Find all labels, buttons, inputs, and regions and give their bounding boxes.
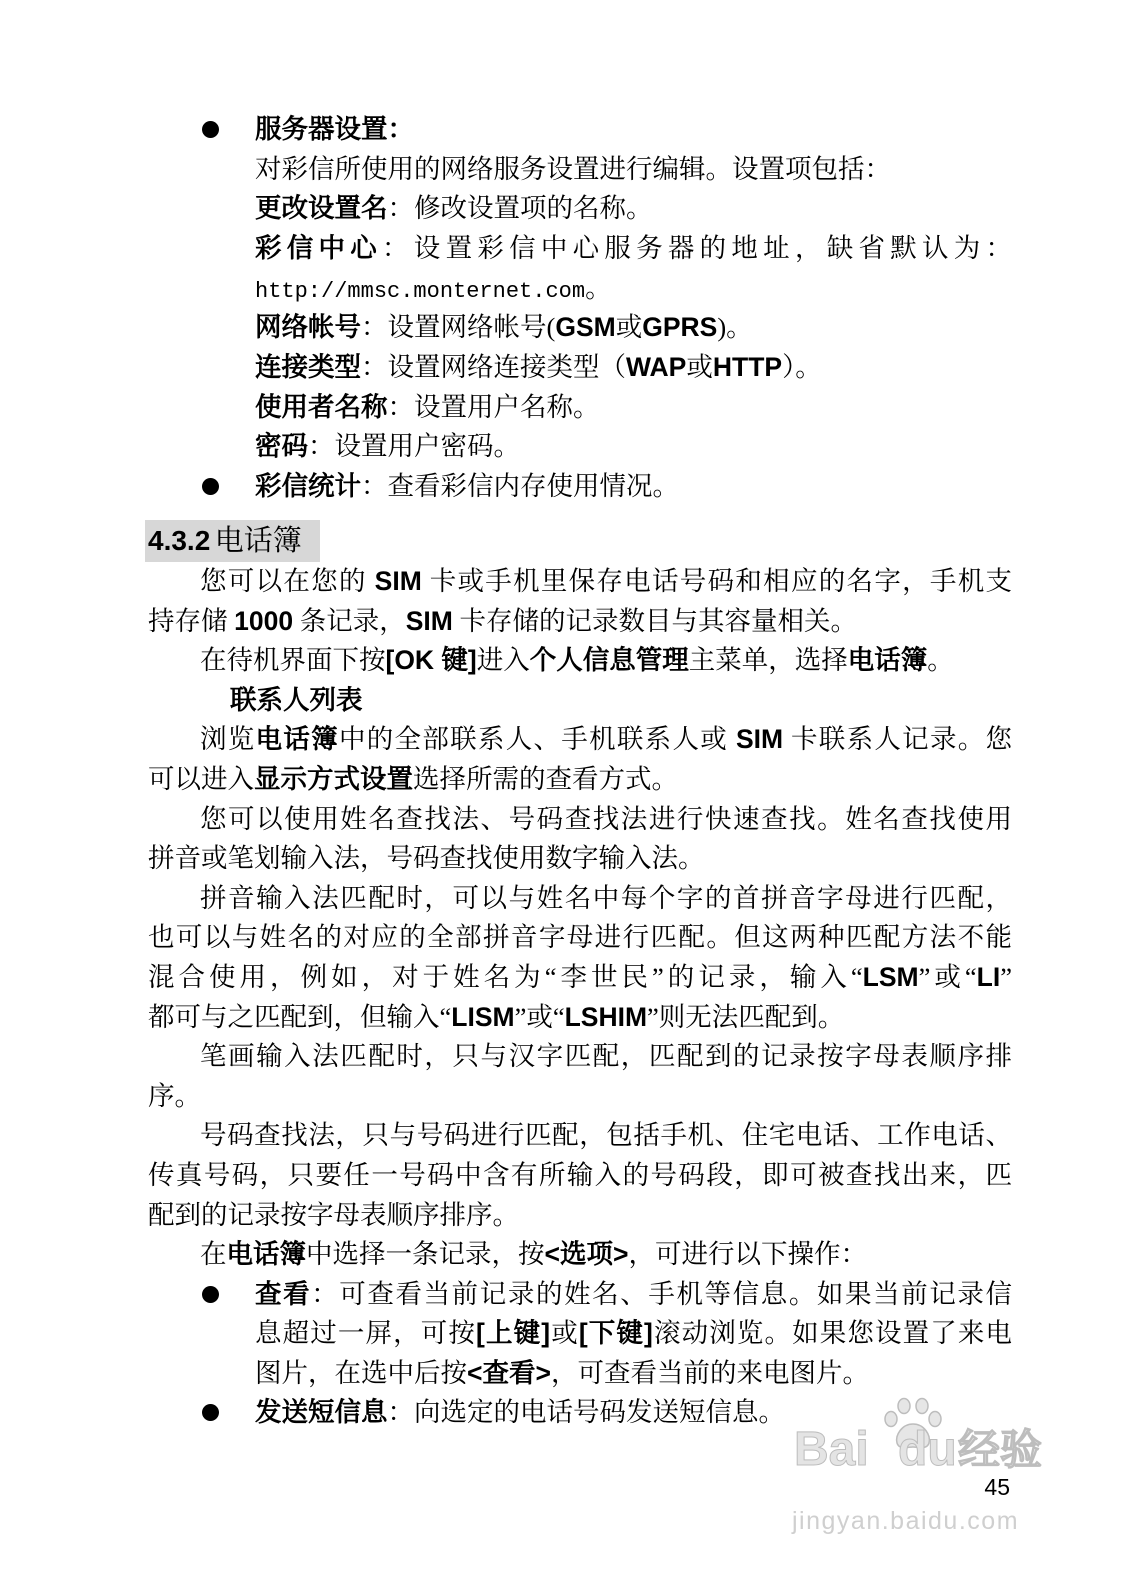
bold-text: 密码 [255,431,308,462]
text-line [148,110,1012,150]
text-line [148,348,1012,388]
bold-text: GSM [555,312,616,343]
paragraph [148,1116,1012,1235]
bold-text: 个人信息管理 [529,645,689,676]
text-line [148,150,1012,190]
mms-settings-list [148,110,1012,507]
bold-text: SIM [735,724,784,755]
bold-text: 彩信统计 [255,470,361,501]
bold-text: SIM [374,566,422,596]
bold-text: 使用者名称 [255,391,388,422]
bold-text: 查看 [255,1278,312,1309]
bold-text: 连接类型 [255,351,361,382]
text-run: 传真号码，只要任一号码中含有所输入的号码段，即可被查找出来，匹 [148,1159,1012,1190]
text-line [148,1156,1012,1196]
list-item [148,467,1012,507]
text-run: ）。 [782,351,822,382]
bold-text: [下键] [578,1318,653,1349]
watermark-logo-text: du [898,1423,957,1476]
text-line [148,602,1012,642]
bold-text: 发送短信息 [255,1397,388,1428]
bold-text: 更改设置名 [255,193,388,224]
text-run: 主菜单，选择 [688,645,848,676]
text-run: 卡联系人记录。您 [783,724,1013,755]
bold-text: HTTP [712,351,783,382]
text-run: 或 [686,351,713,382]
text-run: ：设置用户名称。 [387,391,600,422]
text-run: 中选择一条记录，按 [306,1239,545,1270]
bold-text: 联系人列表 [230,684,363,715]
text-run: 。 [585,272,612,303]
bold-text: 彩信中心 [255,232,383,263]
text-line [148,229,1012,269]
text-run: ”则无法匹配到。 [647,1001,845,1032]
bold-text: [上键] [476,1318,551,1349]
watermark-logo-text: 经验 [958,1426,1043,1473]
text-line [148,189,1012,229]
text-run: 滚动浏览。如果您设置了来电 [652,1318,1013,1349]
text-run: 号码查找法，只与号码进行匹配，包括手机、住宅电话、工作电话、 [200,1120,1012,1151]
text-line [148,641,1012,681]
text-run: ：修改设置项的名称。 [387,193,653,224]
text-run: 条记录， [293,605,406,636]
phonebook-section-body [148,562,1012,1433]
bullet-icon [202,121,219,138]
setting-item [148,229,1012,308]
setting-item [148,308,1012,348]
text-line [148,958,1012,998]
setting-item [148,348,1012,388]
text-run: 持存储 [148,605,235,636]
text-line [148,1354,1012,1394]
text-run: ”或“ [918,961,977,992]
setting-item [148,150,1012,190]
text-run: ”或“ [514,1001,565,1032]
bold-text: SIM [405,605,453,636]
bullet-icon [202,478,219,495]
text-run: 序。 [148,1080,201,1111]
text-run: ” [1000,961,1012,992]
bold-text: 网络帐号 [255,312,361,343]
text-run: 拼音输入法匹配时，可以与姓名中每个字的首拼音字母进行匹配， [200,882,1012,913]
text-run: 息超过一屏，可按 [255,1318,477,1349]
text-run: 在待机界面下按 [200,645,386,676]
text-run: 。 [927,645,954,676]
paragraph [148,879,1012,1037]
text-run: 浏览 [200,724,256,755]
watermark-logo-text: Bai [794,1423,869,1476]
text-run: 可以进入 [148,763,254,794]
text-run: 进入 [476,645,530,676]
paragraph [148,720,1012,799]
text-run: ：可查看当前记录的姓名、手机等信息。如果当前记录信 [311,1278,1013,1309]
bold-text: <查看> [467,1357,551,1388]
text-line [148,1037,1012,1077]
bold-text: WAP [626,351,687,382]
bold-text: [OK 键] [385,645,477,676]
text-run: 也可以与姓名的对应的全部拼音字母进行匹配。但这两种匹配方法不能 [148,922,1012,953]
text-run: ：设置网络帐号( [361,312,556,343]
bold-text: 服务器设置： [255,114,414,144]
text-run: ，可查看当前的来电图片。 [550,1357,869,1388]
list-item [148,1275,1012,1394]
text-line [148,562,1012,602]
bold-text: 电话簿 [255,724,339,755]
text-run: 在 [200,1239,227,1270]
bold-text: LSHIM [564,1001,648,1032]
bold-text: 电话簿 [226,1239,306,1270]
page-number: 45 [984,1474,1010,1500]
text-run: 您可以在您的 [200,566,375,596]
text-line [148,1077,1012,1117]
paragraph [148,562,1012,641]
url-text: http://mmsc.monternet.com [255,278,586,304]
bullet-icon [202,1286,219,1303]
text-run: 或 [550,1318,579,1349]
text-line [148,760,1012,800]
section-title: 电话簿 [214,525,302,557]
text-run: ：设置用户密码。 [308,431,520,462]
setting-item [148,427,1012,467]
bold-text: 1000 [234,605,294,636]
text-line [148,427,1012,467]
text-line [148,800,1012,840]
paragraph [148,641,1012,681]
setting-item [148,388,1012,428]
text-line [148,1196,1012,1236]
text-run: 中的全部联系人、手机联系人或 [338,724,736,755]
text-run: 卡存储的记录数目与其容量相关。 [452,605,857,636]
section-number: 4.3.2 [148,525,211,556]
text-line [148,918,1012,958]
setting-item [148,189,1012,229]
text-run: 都可与之匹配到，但输入“ [148,1001,452,1032]
text-run: )。 [717,312,753,343]
text-run: ：查看彩信内存使用情况。 [361,470,679,501]
text-run: 混合使用，例如，对于姓名为“李世民”的记录，输入“ [148,961,863,992]
text-line [148,1314,1012,1354]
text-line [148,1275,1012,1315]
bold-text: <选项> [544,1239,629,1270]
text-run: ：设置彩信中心服务器的地址，缺省默认为： [382,232,1013,263]
text-run: 或 [615,312,643,343]
paragraph [148,1235,1012,1275]
text-line [148,308,1012,348]
text-line [148,388,1012,428]
text-line [148,720,1012,760]
text-line [148,998,1012,1038]
text-run: 图片，在选中后按 [255,1357,467,1388]
baidu-jingyan-watermark [790,1395,1055,1545]
list-item [148,110,1012,150]
text-run: ：向选定的电话号码发送短信息。 [387,1397,785,1428]
text-line [148,879,1012,919]
text-line [148,839,1012,879]
bold-text: 电话簿 [847,645,928,676]
text-line [148,1235,1012,1275]
watermark-url: jingyan.baidu.com [792,1507,1020,1535]
text-line [148,467,1012,507]
text-run: ，可进行以下操作： [628,1239,867,1270]
text-run: 笔画输入法匹配时，只与汉字匹配，匹配到的记录按字母表顺序排 [200,1041,1012,1072]
text-run: ：设置网络连接类型（ [361,351,626,382]
bold-text: GPRS [642,312,718,343]
bold-text: LI [976,961,1001,992]
text-run: 配到的记录按字母表顺序排序。 [148,1199,519,1230]
bold-text: 显示方式设置 [254,763,413,794]
text-line [148,1116,1012,1156]
paragraph [148,1037,1012,1116]
section-heading [145,520,320,562]
text-run: 拼音或笔划输入法，号码查找使用数字输入法。 [148,843,705,874]
text-run: 您可以使用姓名查找法、号码查找法进行快速查找。姓名查找使用 [200,803,1012,834]
text-line [148,681,1012,721]
paragraph [148,800,1012,879]
text-run: 卡或手机里保存电话号码和相应的名字，手机支 [421,566,1012,596]
bold-text: LSM [862,961,919,992]
text-run: 选择所需的查看方式。 [413,763,678,794]
bold-text: LISM [451,1001,515,1032]
subheading [148,681,1012,721]
text-run: 对彩信所使用的网络服务设置进行编辑。设置项包括： [255,153,891,184]
text-line [148,269,1012,309]
